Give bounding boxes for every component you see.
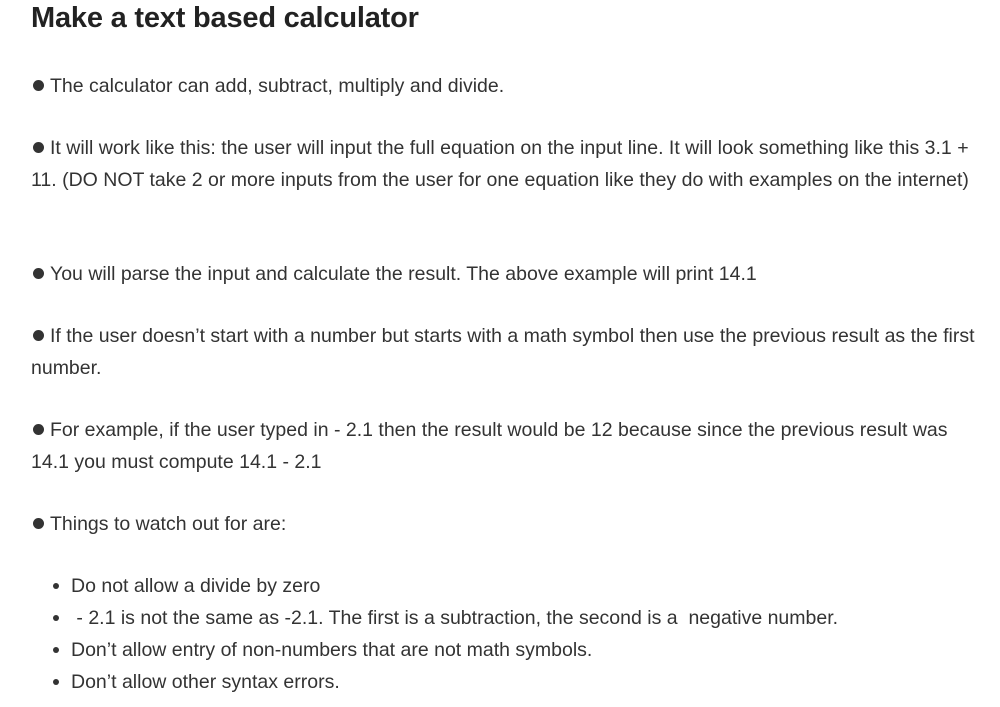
bullet-paragraph-input-format <box>31 132 981 196</box>
bullet-icon <box>53 615 59 621</box>
bullet-paragraph-previous-result <box>31 320 981 384</box>
paragraph-text: You will parse the input and calculate the result. The above example will print 14.1 <box>50 263 757 285</box>
bullet-paragraph-parse <box>31 258 981 290</box>
list-item-text: - 2.1 is not the same as -2.1. The first is a subtraction, the second is a negative number. <box>71 607 839 629</box>
bullet-paragraph-watch-out <box>31 508 981 540</box>
page-title: Make a text based calculator <box>31 2 419 34</box>
bullet-paragraph-operations <box>31 70 981 102</box>
paragraph-text: Things to watch out for are: <box>50 513 287 535</box>
bullet-icon <box>33 330 44 341</box>
paragraph-text: If the user doesn’t start with a number but starts with a math symbol then use the previous result as the first number. <box>31 325 975 379</box>
list-item-text: Don’t allow other syntax errors. <box>71 671 340 693</box>
bullet-icon <box>33 80 44 91</box>
bullet-icon <box>33 518 44 529</box>
list-item <box>31 602 981 634</box>
list-item-text: Do not allow a divide by zero <box>71 575 321 597</box>
list-item <box>31 634 981 666</box>
list-item <box>31 666 981 698</box>
bullet-icon <box>33 424 44 435</box>
paragraph-text: For example, if the user typed in - 2.1 then the result would be 12 because since the previous result was 14.1 you must compute 14.1 - 2.1 <box>31 419 948 473</box>
list-item <box>31 570 981 602</box>
bullet-icon <box>53 647 59 653</box>
list-item-text: Don’t allow entry of non-numbers that are not math symbols. <box>71 639 593 661</box>
bullet-icon <box>53 583 59 589</box>
bullet-icon <box>33 142 44 153</box>
bullet-icon <box>53 679 59 685</box>
paragraph-text: The calculator can add, subtract, multiply and divide. <box>50 75 505 97</box>
bullet-icon <box>33 268 44 279</box>
watch-out-list <box>31 570 981 698</box>
bullet-paragraph-example <box>31 414 981 478</box>
paragraph-text: It will work like this: the user will input the full equation on the input line. It will look something like this 3.1 + 11. (DO NOT take 2 or more inputs from the user for one equation like they do with examples on the internet) <box>31 137 969 191</box>
